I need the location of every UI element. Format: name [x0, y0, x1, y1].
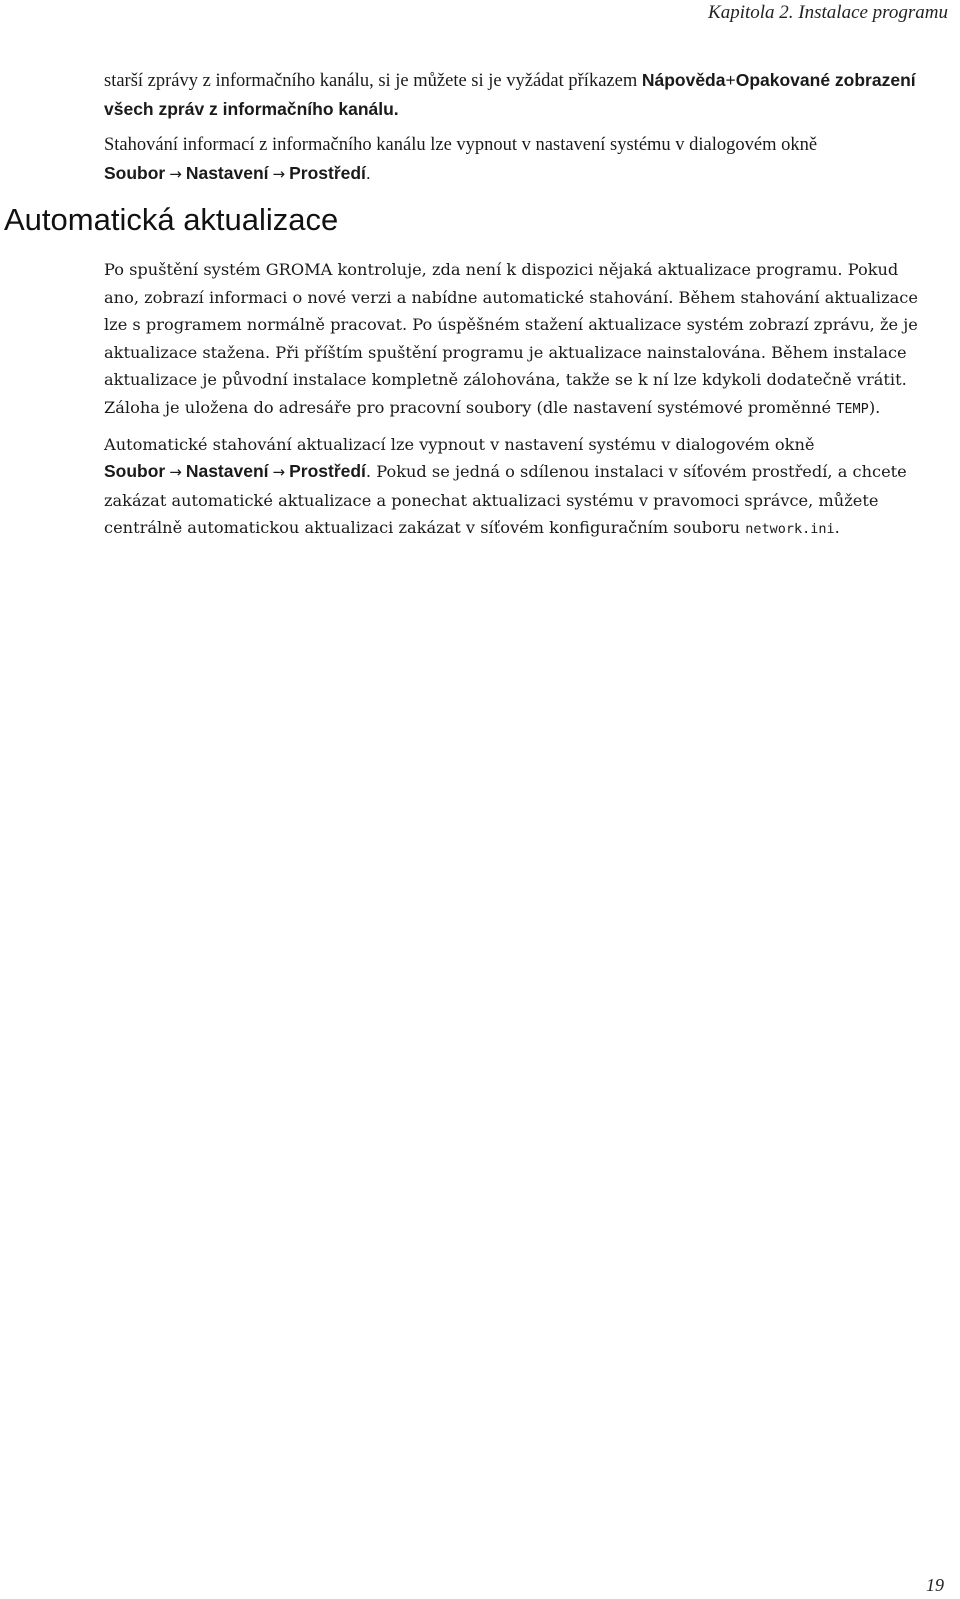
- code-network-ini: network.ini: [745, 521, 835, 538]
- menu-file: Soubor: [104, 461, 166, 482]
- intro-p2-end: .: [365, 163, 371, 183]
- arrow-right-icon: →: [169, 165, 182, 183]
- intro-paragraph-2: [104, 131, 934, 188]
- code-temp: TEMP: [836, 400, 869, 417]
- menu-help: Nápověda: [641, 70, 726, 90]
- section-paragraph-2: [104, 431, 934, 544]
- menu-settings: Nastavení: [185, 163, 269, 183]
- page-number: 19: [926, 1575, 944, 1595]
- menu-settings: Nastavení: [185, 461, 269, 482]
- section-paragraph-1: [104, 256, 934, 424]
- plus-sign: +: [725, 70, 736, 90]
- section-p2-text-b: . Pokud se jedná o sdílenou instalaci v síťovém prostředí, a chcete zakázat automatické aktualizace a ponechat aktualizaci systému v pravomoci správce, můžete centrálně automatickou aktualizaci zakázat v síťovém konfiguračním souboru: [104, 462, 907, 538]
- arrow-right-icon: →: [272, 165, 286, 183]
- section-title: Automatická aktualizace: [4, 202, 339, 237]
- section-body: [104, 256, 934, 544]
- menu-file: Soubor: [104, 163, 166, 183]
- arrow-right-icon: →: [169, 463, 182, 482]
- intro-paragraph-1: [104, 66, 934, 124]
- arrow-right-icon: →: [272, 463, 286, 482]
- section-p2-end: .: [834, 518, 840, 538]
- intro-block: [104, 66, 934, 188]
- menu-environment: Prostředí: [289, 461, 366, 482]
- menu-environment: Prostředí: [289, 163, 366, 183]
- section-p2-text: Automatické stahování aktualizací lze vypnout v nastavení systému v dialogovém okně: [104, 434, 815, 454]
- intro-p1-text: starší zprávy z informačního kanálu, si je můžete si je vyžádat příkazem: [104, 71, 642, 91]
- menu-repeat-messages: Opakované zobrazení všech zpráv z informačního kanálu.: [104, 70, 916, 119]
- running-header: Kapitola 2. Instalace programu: [708, 2, 948, 23]
- section-p1-end: ).: [868, 397, 881, 417]
- intro-p2-text: Stahování informací z informačního kanálu lze vypnout v nastavení systému v dialogovém okně: [104, 135, 818, 155]
- section-p1-text: Po spuštění systém GROMA kontroluje, zda není k dispozici nějaká aktualizace programu. Pokud ano, zobrazí informaci o nové verzi a nabídne automatické stahování. Během stahování aktualizace lze s programem normálně pracovat. Po úspěšném stažení aktualizace systém zobrazí zprávu, že je aktualizace stažena. Při příštím spuštění programu je aktualizace nainstalována. Během instalace aktualizace je původní instalace kompletně zálohována, takže se k ní lze kdykoli dodatečně vrátit. Záloha je uložena do adresáře pro pracovní soubory (dle nastavení systémové proměnné: [104, 260, 918, 417]
